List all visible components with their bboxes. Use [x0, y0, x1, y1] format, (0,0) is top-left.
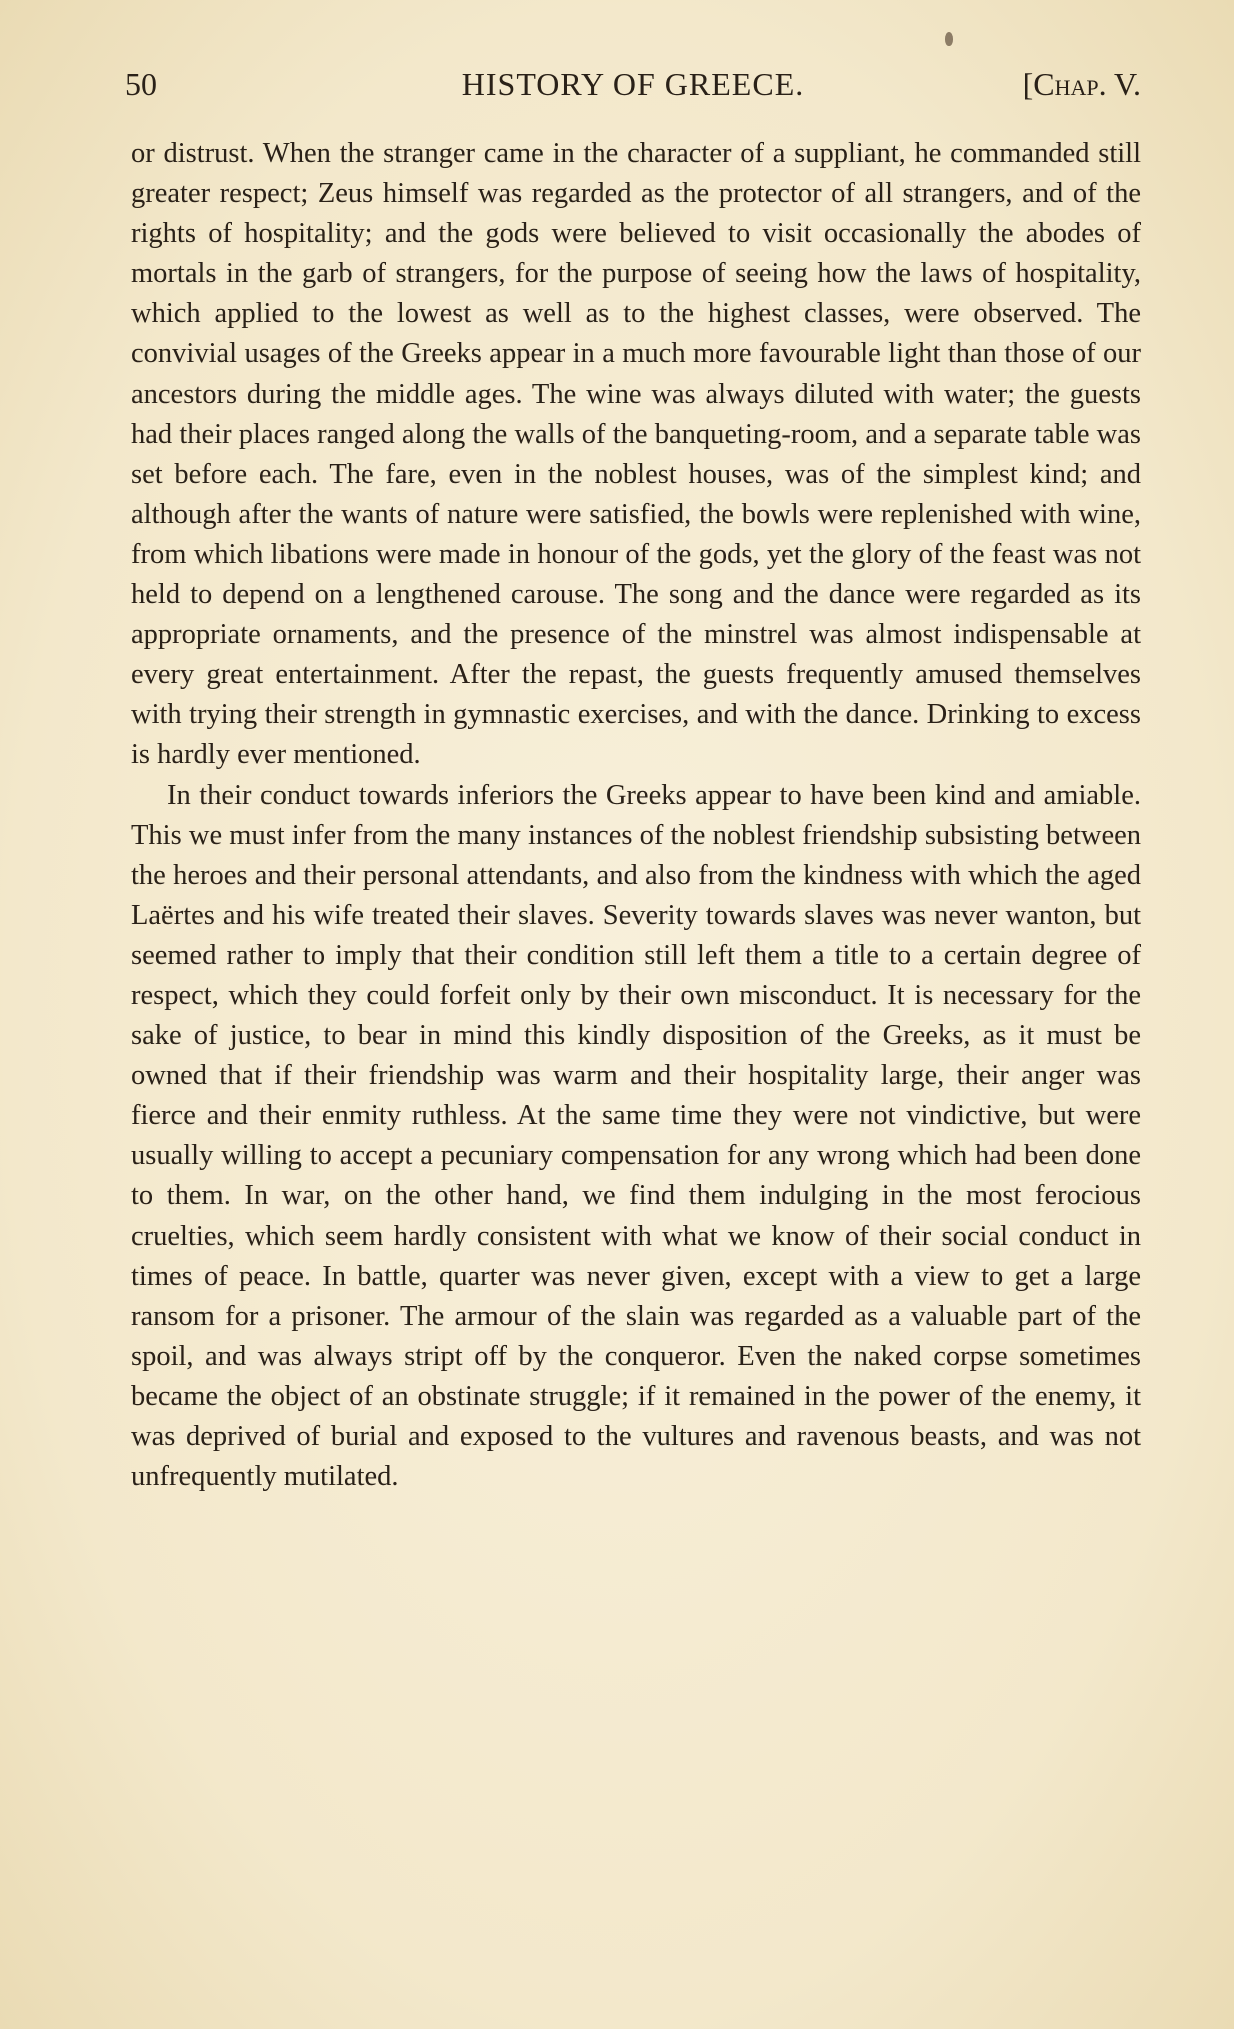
- paragraph-2: In their conduct towards inferiors the Greeks appear to have been kind and amiable. This we must infer from the many instances of the noblest friendship subsisting between the heroes and their personal attendants, and also from the kindness with which the aged Laërtes and his wife treated their slaves. Severity towards slaves was never wanton, but seemed rather to imply that their condition still left them a title to a certain degree of respect, which they could forfeit only by their own misconduct. It is necessary for the sake of justice, to bear in mind this kindly disposition of the Greeks, as it must be owned that if their friendship was warm and their hospitality large, their anger was fierce and their enmity ruthless. At the same time they were not vindictive, but were usually willing to accept a pecuniary compensation for any wrong which had been done to them. In war, on the other hand, we find them indulging in the most ferocious cruelties, which seem hardly consistent with what we know of their social conduct in times of peace. In battle, quarter was never given, except with a view to get a large ransom for a prisoner. The armour of the slain was regarded as a valuable part of the spoil, and was always stript off by the conqueror. Even the naked corpse sometimes became the object of an obstinate struggle; if it remained in the power of the enemy, it was deprived of burial and exposed to the vultures and ravenous beasts, and was not unfrequently mutilated.: [131, 779, 1141, 1493]
- chapter-word: Chap: [1033, 66, 1099, 102]
- chapter-open-bracket: [: [1022, 66, 1034, 102]
- ink-speck: [945, 32, 953, 46]
- paragraph-1: or distrust. When the stranger came in the character of a suppliant, he commanded still greater respect; Zeus himself was regarded as the protector of all strangers, and of the rights of hospitality; and the gods were believed to visit occasionally the abodes of mortals in the garb of strangers, for the purpose of seeing how the laws of hospitality, which applied to the lowest as well as to the highest classes, were observed. The convivial usages of the Greeks appear in a much more favourable light than those of our ancestors during the middle ages. The wine was always diluted with water; the guests had their places ranged along the walls of the banqueting-room, and a separate table was set before each. The fare, even in the noblest houses, was of the simplest kind; and although after the wants of nature were satisfied, the bowls were replenished with wine, from which libations were made in honour of the gods, yet the glory of the feast was not held to depend on a lengthened carouse. The song and the dance were regarded as its appropriate ornaments, and the presence of the minstrel was almost indispensable at every great entertainment. After the repast, the guests frequently amused themselves with trying their strength in gymnastic exercises, and with the dance. Drinking to excess is hardly ever mentioned.: [131, 138, 1141, 771]
- chapter-number: . V.: [1098, 66, 1141, 102]
- running-title: HISTORY OF GREECE.: [461, 66, 805, 102]
- page-number: 50: [125, 66, 157, 102]
- running-header: [125, 66, 1141, 110]
- chapter-marker: [1023, 66, 1141, 103]
- body-text: [131, 134, 1141, 1497]
